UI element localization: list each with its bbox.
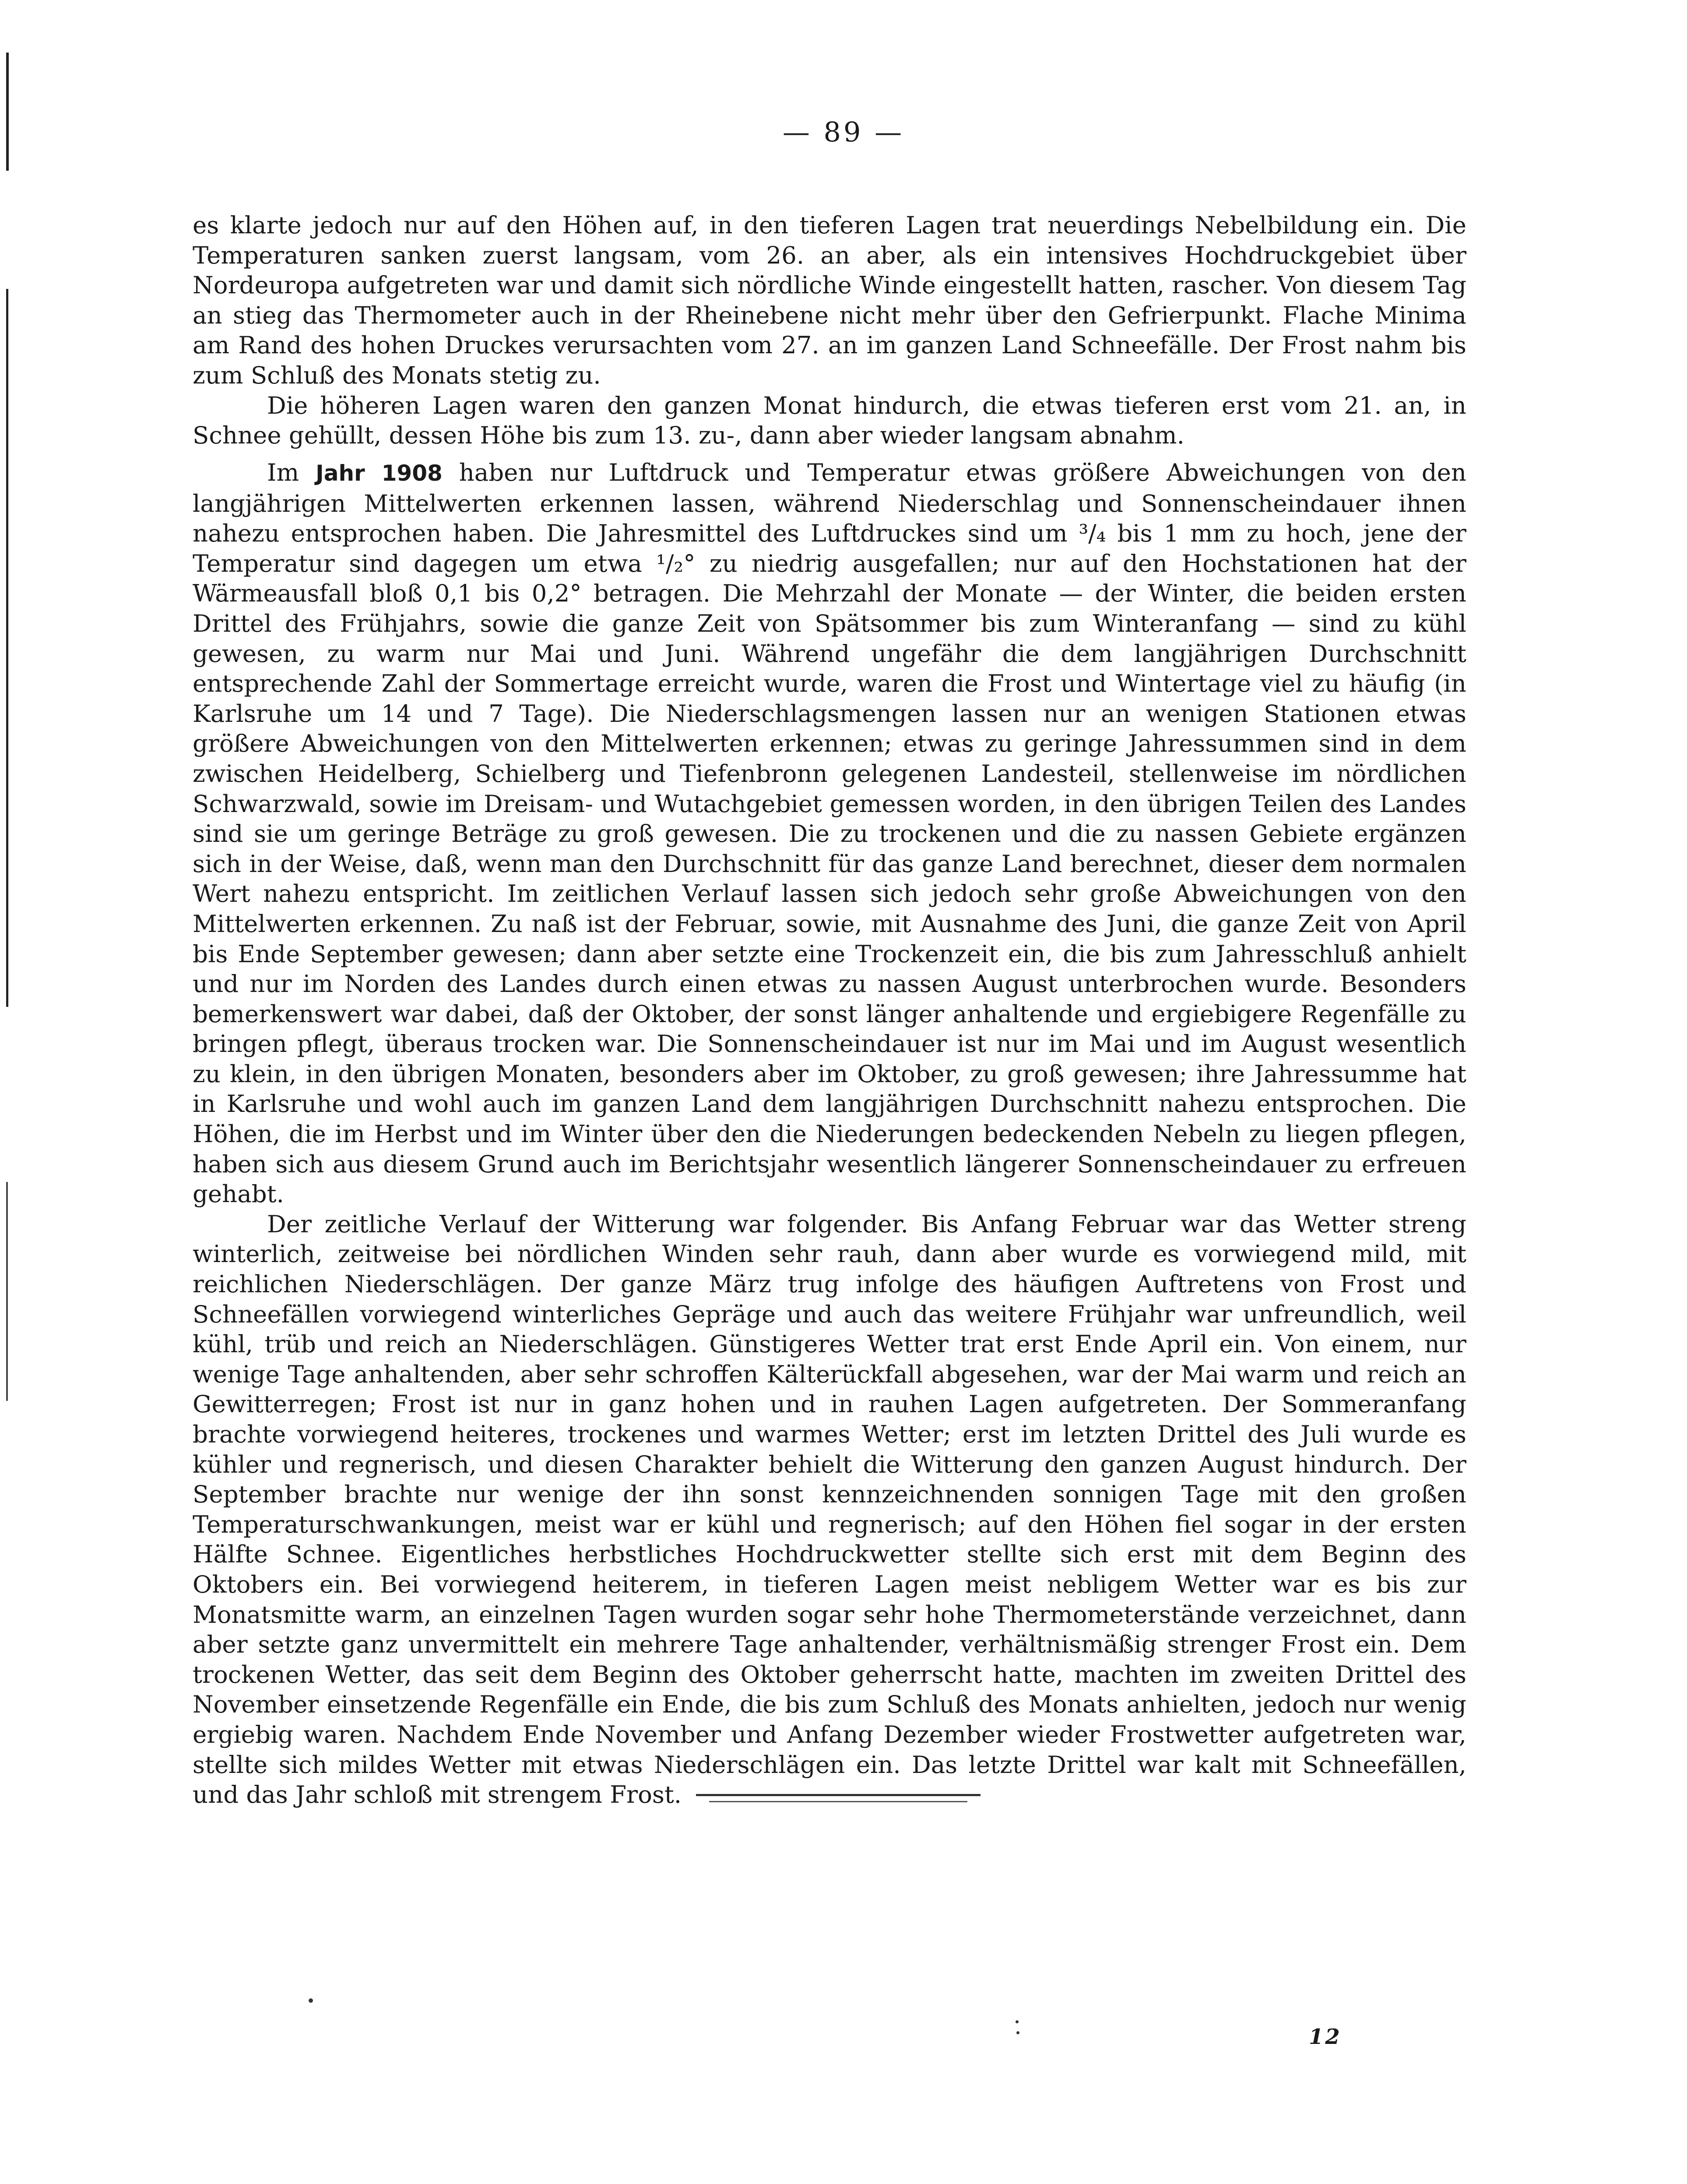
year-heading: Jahr 1908 [316, 461, 443, 486]
paragraph-snow-cover: Die höheren Lagen waren den ganzen Monat hindurch, die etwas tieferen erst vom 21. an, in Schnee gehüllt, dessen Höhe bis zum 13. zu-, dann aber wieder langsam abnahm. [193, 391, 1466, 450]
scan-speck [1016, 2020, 1019, 2023]
text-block-top [193, 210, 1466, 450]
paragraph-year-text: haben nur Luftdruck und Temperatur etwas größere Abweichungen von den langjährigen Mittelwerten erkennen lassen, während Niederschlag und Sonnenscheindauer ihnen nahezu entsprochen haben. Die Jahresmittel des Luftdruckes sind um ³/₄ bis 1 mm zu hoch, jene der Temperatur sind dagegen um etwa ¹/₂° zu niedrig ausgefallen; nur auf den Hochstationen hat der Wärmeausfall bloß 0,1 bis 0,2° betragen. Die Mehrzahl der Monate — der Winter, die beiden ersten Drittel des Frühjahrs, sowie die ganze Zeit von Spätsommer bis zum Winteranfang — sind zu kühl gewesen, zu warm nur Mai und Juni. Während ungefähr die dem langjährigen Durchschnitt entsprechende Zahl der Sommertage erreicht wurde, waren die Frost und Wintertage viel zu häufig (in Karlsruhe um 14 und 7 Tage). Die Niederschlagsmengen lassen nur an wenigen Stationen etwas größere Abweichungen von den Mittelwerten erkennen; etwas zu geringe Jahressummen sind in dem zwischen Heidelberg, Schielberg und Tiefenbronn gelegenen Landesteil, stellenweise im nördlichen Schwarzwald, sowie im Dreisam- und Wutachgebiet gemessen worden, in den übrigen Teilen des Landes sind sie um geringe Beträge zu groß gewesen. Die zu trockenen und die zu nassen Gebiete ergänzen sich in der Weise, daß, wenn man den Durchschnitt für das ganze Land berechnet, dieser dem normalen Wert nahezu entspricht. Im zeitlichen Verlauf lassen sich jedoch sehr große Abweichungen von den Mittelwerten erkennen. Zu naß ist der Februar, sowie, mit Ausnahme des Juni, die ganze Zeit von April bis Ende September gewesen; dann aber setzte eine Trockenzeit ein, die bis zum Jahresschluß anhielt und nur im Norden des Landes durch einen etwas zu nassen August unterbrochen wurde. Besonders bemerkenswert war dabei, daß der Oktober, der sonst länger anhaltende und ergiebigere Regenfälle zu bringen pflegt, überaus trocken war. Die Sonnenscheindauer ist nur im Mai und im August wesentlich zu klein, in den übrigen Monaten, besonders aber im Oktober, zu groß gewesen; ihre Jahressumme hat in Karlsruhe und wohl auch im ganzen Land dem langjährigen Durchschnitt nahezu entsprochen. Die Höhen, die im Herbst und im Winter über den die Niederungen bedeckenden Nebeln zu liegen pflegen, haben sich aus diesem Grund auch im Berichtsjahr wesentlich längerer Sonnenscheindauer zu erfreuen gehabt. [193, 458, 1466, 1208]
paragraph-year-summary [193, 457, 1466, 1209]
scan-speck [1016, 2031, 1019, 2034]
section-divider [709, 1801, 967, 1802]
scan-edge-line [6, 289, 8, 1007]
text-block-year-1908 [193, 457, 1466, 1810]
paragraph-continuation: es klarte jedoch nur auf den Höhen auf, in den tieferen Lagen trat neuerdings Nebelbildung ein. Die Temperaturen sanken zuerst langsam, vom 26. an aber, als ein intensives Hochdruckgebiet über Nordeuropa aufgetreten war und damit sich nördliche Winde eingestellt hatten, rascher. Von diesem Tag an stieg das Thermometer auch in der Rheinebene nicht mehr über den Gefrierpunkt. Flache Minima am Rand des hohen Druckes verursachten vom 27. an im ganzen Land Schneefälle. Der Frost nahm bis zum Schluß des Monats stetig zu. [193, 211, 1466, 389]
paragraph-weather-course: Der zeitliche Verlauf der Witterung war folgender. Bis Anfang Februar war das Wetter streng winterlich, zeitweise bei nördlichen Winden sehr rauh, dann aber wurde es vorwiegend mild, mit reichlichen Niederschlägen. Der ganze März trug infolge des häufigen Auftretens von Frost und Schneefällen vorwiegend winterliches Gepräge und auch das weitere Frühjahr war unfreundlich, weil kühl, trüb und reich an Niederschlägen. Günstigeres Wetter trat erst Ende April ein. Von einem, nur wenige Tage anhaltenden, aber sehr schroffen Kälterückfall abgesehen, war der Mai warm und reich an Gewitterregen; Frost ist nur in ganz hohen und in rauhen Lagen aufgetreten. Der Sommeranfang brachte vorwiegend heiteres, trockenes und warmes Wetter; erst im letzten Drittel des Juli wurde es kühler und regnerisch, und diesen Charakter behielt die Witterung den ganzen August hindurch. Der September brachte nur wenige der ihn sonst kennzeichnenden sonnigen Tage mit den großen Temperaturschwankungen, meist war er kühl und regnerisch; auf den Höhen fiel sogar in der ersten Hälfte Schnee. Eigentliches herbstliches Hochdruckwetter stellte sich erst mit dem Beginn des Oktobers ein. Bei vorwiegend heiterem, in tieferen Lagen meist nebligem Wetter war es bis zur Monatsmitte warm, an einzelnen Tagen wurden sogar sehr hohe Thermometerstände verzeichnet, dann aber setzte ganz unvermittelt ein mehrere Tage anhaltender, verhältnismäßig strenger Frost ein. Dem trockenen Wetter, das seit dem Beginn des Oktober geherrscht hatte, machten im zweiten Drittel des November einsetzende Regenfälle ein Ende, die bis zum Schluß des Monats anhielten, jedoch nur wenig ergiebig waren. Nachdem Ende November und Anfang Dezember wieder Frostwetter aufgetreten war, stellte sich mildes Wetter mit etwas Niederschlägen ein. Das letzte Drittel war kalt mit Schneefällen, und das Jahr schloß mit strengem Frost. [193, 1210, 1466, 1809]
page-number: — 89 — [782, 116, 905, 148]
scan-speck [309, 1998, 313, 2003]
paragraph-lead: Im [267, 458, 299, 486]
section-divider [696, 1794, 981, 1796]
scan-edge-line [6, 1182, 8, 1401]
scan-edge-line [6, 53, 9, 171]
signature-mark: 12 [1309, 2025, 1342, 2049]
